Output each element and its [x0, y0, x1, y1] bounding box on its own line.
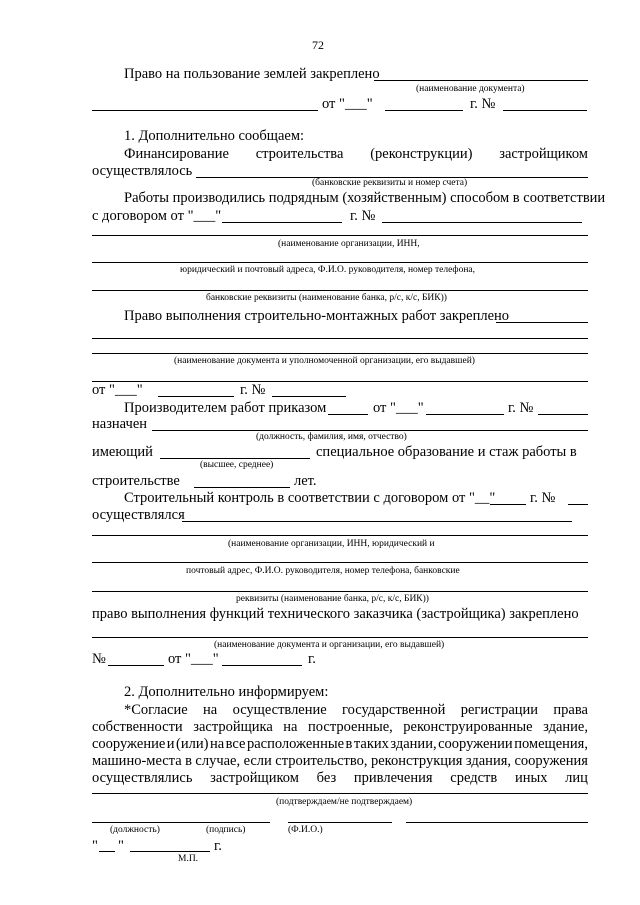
signature-sign-line[interactable] — [288, 822, 392, 823]
customer-hint: (наименование документа и организации, его выдавшей) — [214, 640, 445, 650]
land-from-label: от "___" — [322, 96, 373, 112]
financing-word: застройщиком — [499, 146, 588, 162]
consent-word: осуществлялись — [92, 770, 193, 786]
consent-word: если — [243, 753, 272, 769]
stamp-label: М.П. — [178, 854, 199, 864]
consent-word: средств — [450, 770, 498, 786]
control-date-line[interactable] — [490, 504, 526, 505]
land-doc-hint: (наименование документа) — [416, 84, 525, 94]
works-org-line[interactable] — [92, 235, 588, 236]
performed-line[interactable] — [182, 521, 572, 522]
consent-word: права — [553, 702, 588, 718]
consent-word: в — [185, 753, 192, 769]
customer-date-line[interactable] — [222, 665, 302, 666]
works-date-line[interactable] — [222, 222, 342, 223]
date-day-line[interactable] — [99, 851, 115, 852]
smr-from-label: от "___" — [92, 382, 143, 398]
consent-word: сооружения — [514, 753, 588, 769]
date-year-label: г. — [214, 838, 222, 854]
date-quote-open: " — [92, 838, 98, 854]
smr-right-label: Право выполнения строительно-монтажных работ закреплено — [124, 308, 510, 324]
years-label: лет. — [294, 473, 317, 489]
consent-word: без — [316, 770, 337, 786]
consent-word: на — [209, 736, 225, 752]
control-bank-line[interactable] — [92, 591, 588, 592]
page-number: 72 — [312, 38, 324, 52]
consent-word: расположенные — [246, 736, 345, 752]
date-month-line[interactable] — [130, 851, 210, 852]
performed-label: осуществлялся — [92, 507, 185, 523]
consent-word: все — [225, 736, 246, 752]
financing-word: (реконструкции) — [370, 146, 473, 162]
land-year-label: г. № — [470, 96, 496, 112]
consent-word: сооружении — [438, 736, 513, 752]
customer-line[interactable] — [92, 637, 588, 638]
customer-number-line[interactable] — [108, 665, 164, 666]
control-label: Строительный контроль в соответствии с договором от "__" — [124, 490, 496, 506]
consent-line-2 — [92, 719, 588, 735]
financing-line — [124, 146, 588, 162]
control-number-line[interactable] — [568, 504, 588, 505]
appointed-line[interactable] — [152, 430, 588, 431]
customer-year-label: г. — [308, 651, 316, 667]
consent-line-1 — [124, 702, 588, 718]
control-year-label: г. № — [530, 490, 556, 506]
control-bank-hint: реквизиты (наименование банка, р/с, к/с, БИК)) — [236, 594, 429, 604]
consent-word: помещения, — [514, 736, 588, 752]
signature-fio-hint: (Ф.И.О.) — [288, 825, 323, 835]
consent-word: сооружение — [92, 736, 166, 752]
control-org-hint: (наименование организации, ИНН, юридический и — [228, 539, 435, 549]
consent-word: регистрации — [460, 702, 539, 718]
works-year-label: г. № — [350, 208, 376, 224]
consent-word: собственности — [92, 719, 183, 735]
consent-word: здание, — [543, 719, 588, 735]
financing-line-2: осуществлялось — [92, 163, 193, 179]
producer-order-line[interactable] — [328, 414, 368, 415]
consent-word: (или) — [176, 736, 209, 752]
works-line-1: Работы производились подрядным (хозяйственным) способом в соответствии — [124, 190, 606, 206]
signature-position-hint: (должность) — [110, 825, 160, 835]
consent-word: строительство, — [275, 753, 368, 769]
producer-label: Производителем работ приказом — [124, 400, 327, 416]
control-org-line[interactable] — [92, 535, 588, 536]
consent-line-4 — [92, 753, 588, 769]
smr-doc-line-2[interactable] — [92, 353, 588, 354]
smr-doc-line-1[interactable] — [92, 338, 588, 339]
confirm-line[interactable] — [92, 793, 588, 794]
consent-word: застройщика — [193, 719, 273, 735]
customer-no-label: № — [92, 651, 106, 667]
consent-word: государственной — [342, 702, 446, 718]
smr-number-line[interactable] — [272, 396, 346, 397]
financing-word: строительства — [255, 146, 344, 162]
customer-label: право выполнения функций технического заказчика (застройщика) закреплено — [92, 606, 579, 622]
education-line[interactable] — [160, 458, 310, 459]
producer-year-label: г. № — [508, 400, 534, 416]
date-quote-close: " — [118, 838, 124, 854]
consent-word: привлечения — [353, 770, 433, 786]
consent-word: на — [203, 702, 218, 718]
consent-word: случае, — [195, 753, 241, 769]
smr-doc-hint: (наименование документа и уполномоченной организации, его выдавшей) — [174, 356, 475, 366]
producer-number-line[interactable] — [538, 414, 588, 415]
consent-word: застройщиком — [210, 770, 299, 786]
section2-title: 2. Дополнительно информируем: — [124, 684, 329, 700]
works-org-hint: (наименование организации, ИНН, — [278, 239, 420, 249]
experience-line[interactable] — [194, 487, 290, 488]
education-label: специальное образование и стаж работы в — [316, 444, 577, 460]
education-hint: (высшее, среднее) — [200, 460, 274, 470]
financing-word: Финансирование — [124, 146, 229, 162]
works-bank-hint: банковские реквизиты (наименование банка, р/с, к/с, БИК)) — [206, 293, 447, 303]
producer-from-label: от "___" — [373, 400, 424, 416]
signature-sign-hint: (подпись) — [206, 825, 246, 835]
consent-word: здании, — [390, 736, 437, 752]
land-doc-line-2[interactable] — [92, 110, 318, 111]
appointed-hint: (должность, фамилия, имя, отчество) — [256, 432, 407, 442]
control-addr-line[interactable] — [92, 562, 588, 563]
works-bank-line[interactable] — [92, 290, 588, 291]
land-rights-label: Право на пользование землей закреплено — [124, 66, 380, 82]
control-addr-hint: почтовый адрес, Ф.И.О. руководителя, номер телефона, банковские — [186, 566, 460, 576]
consent-word: таких — [353, 736, 389, 752]
smr-right-line[interactable] — [496, 322, 588, 323]
consent-word: осуществление — [232, 702, 327, 718]
consent-word: реконструированные — [403, 719, 533, 735]
confirm-hint: (подтверждаем/не подтверждаем) — [276, 797, 413, 807]
smr-date-line[interactable] — [158, 396, 234, 397]
consent-word: иных — [514, 770, 548, 786]
land-doc-line[interactable] — [374, 80, 588, 81]
smr-doc-line-3[interactable] — [92, 381, 588, 382]
works-addr-hint: юридический и почтовый адреса, Ф.И.О. руководителя, номер телефона, — [180, 265, 475, 275]
consent-word: машино-места — [92, 753, 182, 769]
construction-label: строительстве — [92, 473, 180, 489]
signature-position-line[interactable] — [92, 822, 270, 823]
consent-word: реконструкция — [370, 753, 463, 769]
section1-title: 1. Дополнительно сообщаем: — [124, 128, 305, 144]
consent-line-3 — [92, 736, 588, 752]
consent-word: лиц — [565, 770, 588, 786]
works-addr-line[interactable] — [92, 262, 588, 263]
bank-account-hint: (банковские реквизиты и номер счета) — [312, 178, 468, 188]
customer-from-label: от "___" — [168, 651, 219, 667]
land-number-line[interactable] — [503, 110, 587, 111]
producer-date-line[interactable] — [426, 414, 504, 415]
consent-word: в — [345, 736, 353, 752]
smr-year-label: г. № — [240, 382, 266, 398]
consent-line-5 — [92, 770, 588, 786]
having-label: имеющий — [92, 444, 153, 460]
consent-word: на — [283, 719, 298, 735]
works-contract-label: с договором от "___" — [92, 208, 222, 224]
consent-word: построенные, — [308, 719, 393, 735]
signature-fio-line[interactable] — [406, 822, 588, 823]
consent-word: и — [166, 736, 175, 752]
consent-word: здания, — [465, 753, 511, 769]
appointed-label: назначен — [92, 416, 148, 432]
consent-word: *Согласие — [124, 702, 188, 718]
land-date-line[interactable] — [385, 110, 463, 111]
works-number-line[interactable] — [382, 222, 582, 223]
